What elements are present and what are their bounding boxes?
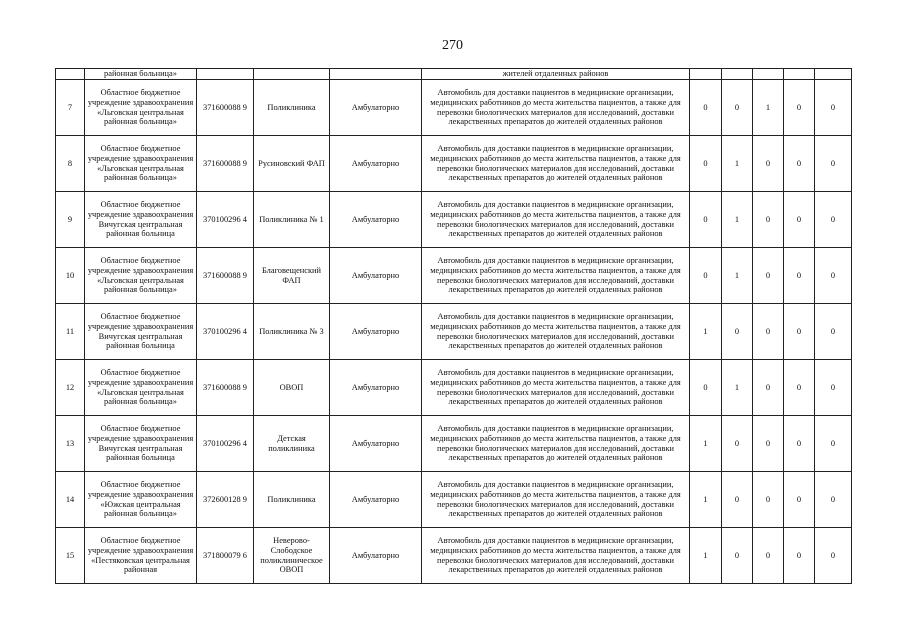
table-row [56, 192, 852, 248]
cell-type: Амбулаторно [330, 416, 422, 472]
cell-v4 [784, 69, 815, 80]
cell-v3: 0 [753, 248, 784, 304]
cell-purpose: Автомобиль для доставки пациентов в медицинские организации, медицинских работников до места жительства пациентов, а также для перевозки биологических материалов для исследований, доставки лекарственных препаратов до жителей отдаленных районов [422, 304, 690, 360]
cell-code: 370100296 4 [197, 304, 254, 360]
cell-type: Амбулаторно [330, 360, 422, 416]
cell-v5: 0 [815, 80, 852, 136]
cell-unit: Поликлиника № 1 [254, 192, 330, 248]
cell-org: Областное бюджетное учреждение здравоохранения «Льговская центральная районная больница» [85, 80, 197, 136]
cell-v5: 0 [815, 248, 852, 304]
cell-unit: Поликлиника № 3 [254, 304, 330, 360]
cell-v1: 0 [690, 360, 722, 416]
cell-unit: Поликлиника [254, 80, 330, 136]
cell-v5: 0 [815, 416, 852, 472]
cell-v3: 0 [753, 136, 784, 192]
cell-code: 371600088 9 [197, 136, 254, 192]
cell-v5: 0 [815, 528, 852, 584]
cell-v2: 0 [722, 304, 753, 360]
cell-num: 7 [56, 80, 85, 136]
table-row [56, 360, 852, 416]
cell-purpose: Автомобиль для доставки пациентов в медицинские организации, медицинских работников до места жительства пациентов, а также для перевозки биологических материалов для исследований, доставки лекарственных препаратов до жителей отдаленных районов [422, 416, 690, 472]
cell-type: Амбулаторно [330, 304, 422, 360]
cell-unit: Благовещенский ФАП [254, 248, 330, 304]
cell-v5: 0 [815, 472, 852, 528]
cell-v4: 0 [784, 528, 815, 584]
cell-num: 13 [56, 416, 85, 472]
cell-v1: 0 [690, 80, 722, 136]
cell-unit: ОВОП [254, 360, 330, 416]
cell-org: Областное бюджетное учреждение здравоохранения «Льговская центральная районная больница» [85, 360, 197, 416]
cell-v2: 1 [722, 360, 753, 416]
cell-purpose: Автомобиль для доставки пациентов в медицинские организации, медицинских работников до места жительства пациентов, а также для перевозки биологических материалов для исследований, доставки лекарственных препаратов до жителей отдаленных районов [422, 360, 690, 416]
cell-type: Амбулаторно [330, 136, 422, 192]
cell-v3: 0 [753, 360, 784, 416]
cell-v2: 0 [722, 472, 753, 528]
cell-v5: 0 [815, 304, 852, 360]
cell-num: 14 [56, 472, 85, 528]
cell-num: 12 [56, 360, 85, 416]
cell-type: Амбулаторно [330, 192, 422, 248]
table-row [56, 304, 852, 360]
cell-num: 10 [56, 248, 85, 304]
cell-v2: 1 [722, 248, 753, 304]
cell-purpose: Автомобиль для доставки пациентов в медицинские организации, медицинских работников до места жительства пациентов, а также для перевозки биологических материалов для исследований, доставки лекарственных препаратов до жителей отдаленных районов [422, 192, 690, 248]
table-row [56, 416, 852, 472]
cell-num [56, 69, 85, 80]
cell-type [330, 69, 422, 80]
cell-v1: 0 [690, 248, 722, 304]
cell-num: 8 [56, 136, 85, 192]
cell-purpose: Автомобиль для доставки пациентов в медицинские организации, медицинских работников до места жительства пациентов, а также для перевозки биологических материалов для исследований, доставки лекарственных препаратов до жителей отдаленных районов [422, 80, 690, 136]
cell-v1: 1 [690, 528, 722, 584]
cell-org: Областное бюджетное учреждение здравоохранения «Пестяковская центральная районная [85, 528, 197, 584]
cell-v1: 0 [690, 192, 722, 248]
cell-v4: 0 [784, 360, 815, 416]
cell-unit: Неверово-Слободское поликлиническое ОВОП [254, 528, 330, 584]
table-row [56, 136, 852, 192]
cell-org: Областное бюджетное учреждение здравоохранения Вичугская центральная районная больница [85, 416, 197, 472]
cell-v2 [722, 69, 753, 80]
cell-code: 370100296 4 [197, 416, 254, 472]
cell-type: Амбулаторно [330, 528, 422, 584]
cell-purpose: Автомобиль для доставки пациентов в медицинские организации, медицинских работников до места жительства пациентов, а также для перевозки биологических материалов для исследований, доставки лекарственных препаратов до жителей отдаленных районов [422, 472, 690, 528]
cell-purpose: Автомобиль для доставки пациентов в медицинские организации, медицинских работников до места жительства пациентов, а также для перевозки биологических материалов для исследований, доставки лекарственных препаратов до жителей отдаленных районов [422, 528, 690, 584]
cell-type: Амбулаторно [330, 80, 422, 136]
cell-org: Областное бюджетное учреждение здравоохранения «Льговская центральная районная больница» [85, 136, 197, 192]
cell-org: районная больница» [85, 69, 197, 80]
cell-v3: 0 [753, 304, 784, 360]
cell-unit [254, 69, 330, 80]
cell-unit: Поликлиника [254, 472, 330, 528]
cell-num: 15 [56, 528, 85, 584]
cell-v1: 1 [690, 472, 722, 528]
cell-unit: Детская поликлиника [254, 416, 330, 472]
cell-org: Областное бюджетное учреждение здравоохранения Вичугская центральная районная больница [85, 192, 197, 248]
cell-num: 11 [56, 304, 85, 360]
cell-v2: 0 [722, 80, 753, 136]
cell-v4: 0 [784, 136, 815, 192]
cell-num: 9 [56, 192, 85, 248]
cell-v3: 0 [753, 192, 784, 248]
table-row [56, 528, 852, 584]
cell-code: 371600088 9 [197, 80, 254, 136]
cell-v1: 1 [690, 416, 722, 472]
cell-v4: 0 [784, 80, 815, 136]
cell-code: 371800079 6 [197, 528, 254, 584]
page-number: 270 [442, 38, 463, 53]
cell-code: 371600088 9 [197, 248, 254, 304]
table-row [56, 248, 852, 304]
cell-purpose: жителей отдаленных районов [422, 69, 690, 80]
cell-v3: 0 [753, 528, 784, 584]
cell-org: Областное бюджетное учреждение здравоохранения «Южская центральная районная больница» [85, 472, 197, 528]
cell-purpose: Автомобиль для доставки пациентов в медицинские организации, медицинских работников до места жительства пациентов, а также для перевозки биологических материалов для исследований, доставки лекарственных препаратов до жителей отдаленных районов [422, 136, 690, 192]
cell-v2: 0 [722, 528, 753, 584]
cell-v1 [690, 69, 722, 80]
cell-code: 370100296 4 [197, 192, 254, 248]
continuation-row [56, 69, 852, 80]
cell-v3: 0 [753, 472, 784, 528]
table-row [56, 80, 852, 136]
cell-v3: 1 [753, 80, 784, 136]
cell-v4: 0 [784, 248, 815, 304]
cell-v1: 1 [690, 304, 722, 360]
cell-v1: 0 [690, 136, 722, 192]
cell-v2: 0 [722, 416, 753, 472]
cell-v5 [815, 69, 852, 80]
cell-v5: 0 [815, 192, 852, 248]
cell-v4: 0 [784, 192, 815, 248]
cell-v4: 0 [784, 304, 815, 360]
table-body [56, 69, 852, 584]
cell-code: 371600088 9 [197, 360, 254, 416]
cell-v5: 0 [815, 136, 852, 192]
cell-v4: 0 [784, 416, 815, 472]
cell-org: Областное бюджетное учреждение здравоохранения Вичугская центральная районная больница [85, 304, 197, 360]
cell-v5: 0 [815, 360, 852, 416]
cell-v2: 1 [722, 136, 753, 192]
cell-code [197, 69, 254, 80]
cell-v3: 0 [753, 416, 784, 472]
table-row [56, 472, 852, 528]
cell-v4: 0 [784, 472, 815, 528]
cell-purpose: Автомобиль для доставки пациентов в медицинские организации, медицинских работников до места жительства пациентов, а также для перевозки биологических материалов для исследований, доставки лекарственных препаратов до жителей отдаленных районов [422, 248, 690, 304]
cell-v3 [753, 69, 784, 80]
cell-type: Амбулаторно [330, 472, 422, 528]
vehicle-allocation-table [55, 68, 852, 584]
cell-code: 372600128 9 [197, 472, 254, 528]
cell-v2: 1 [722, 192, 753, 248]
cell-unit: Русиновский ФАП [254, 136, 330, 192]
cell-type: Амбулаторно [330, 248, 422, 304]
cell-org: Областное бюджетное учреждение здравоохранения «Льговская центральная районная больница» [85, 248, 197, 304]
